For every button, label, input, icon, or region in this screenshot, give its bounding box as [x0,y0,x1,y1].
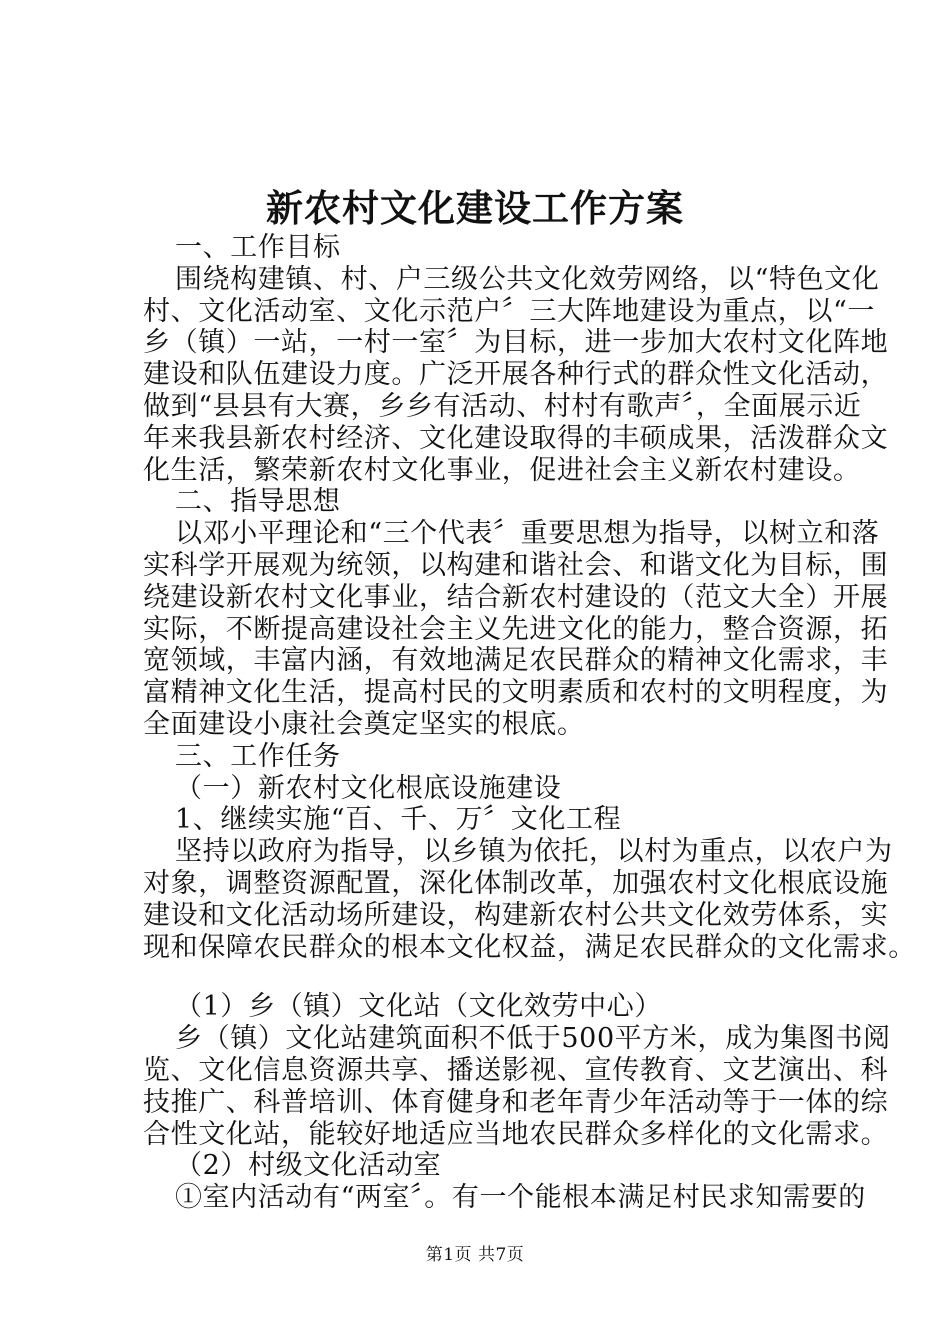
paragraph-line: 对象，调整资源配置，深化体制改革，加强农村文化根底设施 [143,867,889,899]
paragraph-line: 1、继续实施“百、千、万〞文化工程 [175,804,622,836]
document-title: 新农村文化建设工作方案 [266,186,684,230]
page-footer: 第1页 共7页 [425,1245,525,1265]
paragraph-line: 合性文化站，能较好地适应当地农民群众多样化的文化需求。 [143,1118,889,1150]
paragraph-line: 化生活，繁荣新农村文化事业，促进社会主义新农村建设。 [143,454,861,486]
paragraph-line: 乡（镇）文化站建筑面积不低于500平方米，成为集图书阅 [175,1023,891,1055]
paragraph-line: 现和保障农民群众的根本文化权益，满足农民群众的文化需求。 [143,931,916,963]
paragraph-line: 览、文化信息资源共享、播送影视、宣传教育、文艺演出、科 [143,1054,889,1086]
paragraph-line: （1）乡（镇）文化站（文化效劳中心） [175,991,662,1023]
paragraph-line: 建设和队伍建设力度。广泛开展各种行式的群众性文化活动， [143,359,889,391]
paragraph-line: （2）村级文化活动室 [175,1150,442,1182]
paragraph-line: 以邓小平理论和“三个代表〞重要思想为指导，以树立和落 [175,518,880,550]
paragraph-line: ①室内活动有“两室〞。有一个能根本满足村民求知需要的 [175,1182,866,1214]
paragraph-line: 建设和文化活动场所建设，构建新农村公共文化效劳体系，实 [143,899,889,931]
paragraph-line: 技推广、科普培训、体育健身和老年青少年活动等于一体的综 [143,1086,889,1118]
paragraph-line: 全面建设小康社会奠定坚实的根底。 [143,708,585,740]
blank-line [143,963,863,991]
paragraph-line: 宽领域，丰富内涵，有效地满足农民群众的精神文化需求，丰 [143,645,889,677]
document-body [143,232,916,1214]
paragraph-line: 富精神文化生活，提高村民的文明素质和农村的文明程度，为 [143,677,889,709]
paragraph-line: 绕建设新农村文化事业，结合新农村建设的（范文大全）开展 [143,581,889,613]
paragraph-line: 三、工作任务 [175,740,341,772]
paragraph-line: （一）新农村文化根底设施建设 [175,772,562,804]
paragraph-line: 二、指导思想 [175,486,341,518]
paragraph-line: 坚持以政府为指导，以乡镇为依托，以村为重点，以农户为 [175,836,893,868]
paragraph-line: 围绕构建镇、村、户三级公共文化效劳网络，以“特色文化 [175,263,880,295]
paragraph-line: 年来我县新农村经济、文化建设取得的丰硕成果，活泼群众文 [143,422,889,454]
paragraph-line: 实科学开展观为统领，以构建和谐社会、和谐文化为目标，围 [143,549,889,581]
paragraph-line: 实际，不断提高建设社会主义先进文化的能力，整合资源，拓 [143,613,889,645]
paragraph-line: 村、文化活动室、文化示范户〞三大阵地建设为重点，以“一 [143,295,876,327]
paragraph-line: 一、工作目标 [175,232,341,263]
paragraph-line: 乡（镇）一站，一村一室〞为目标，进一步加大农村文化阵地 [143,327,889,359]
paragraph-line: 做到“县县有大赛，乡乡有活动、村村有歌声〞，全面展示近 [143,390,862,422]
